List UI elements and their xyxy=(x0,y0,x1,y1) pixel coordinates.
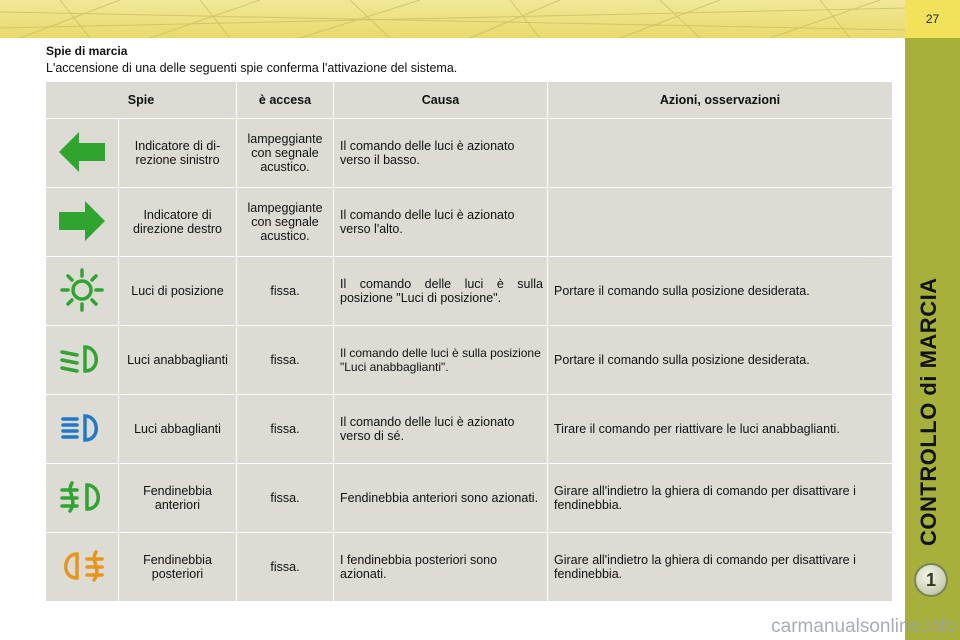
indicator-state: lampeggiante con segnale acustico. xyxy=(237,119,334,188)
indicator-name: Indicatore di di-rezione sinistro xyxy=(119,119,237,188)
header-spie: Spie xyxy=(46,82,237,119)
main-beam-icon xyxy=(59,411,105,448)
indicator-action: Portare il comando sulla posizione desiderata. xyxy=(548,326,893,395)
rear-fog-lamp-icon xyxy=(59,549,105,586)
front-fog-lamp-icon xyxy=(59,480,105,517)
indicator-state: fissa. xyxy=(237,257,334,326)
icon-cell xyxy=(46,188,119,257)
banner-decoration xyxy=(0,0,905,38)
icon-cell xyxy=(46,533,119,602)
table-row xyxy=(46,119,893,188)
indicator-name: Fendinebbia posteriori xyxy=(119,533,237,602)
indicator-action: Girare all'indietro la ghiera di comando per disattivare i fendinebbia. xyxy=(548,533,893,602)
indicator-state: fissa. xyxy=(237,395,334,464)
icon-cell xyxy=(46,326,119,395)
top-banner xyxy=(0,0,905,38)
indicator-cause: Il comando delle luci è azionato verso l'alto. xyxy=(334,188,548,257)
icon-cell xyxy=(46,395,119,464)
indicator-name: Fendinebbia anteriori xyxy=(119,464,237,533)
indicator-state: lampeggiante con segnale acustico. xyxy=(237,188,334,257)
indicator-name: Indicatore di direzione destro xyxy=(119,188,237,257)
indicator-state: fissa. xyxy=(237,326,334,395)
table-header-row xyxy=(46,82,893,119)
header-causa: Causa xyxy=(334,82,548,119)
position-lights-icon xyxy=(59,268,105,315)
chapter-title xyxy=(916,506,942,546)
table-row xyxy=(46,533,893,602)
watermark: carmanualsonline.info xyxy=(771,616,956,637)
icon-cell xyxy=(46,119,119,188)
indicator-state: fissa. xyxy=(237,464,334,533)
table-row xyxy=(46,395,893,464)
indicator-cause: Il comando delle luci è sulla posizione "Luci anabbaglianti". xyxy=(334,326,548,395)
header-accesa: è accesa xyxy=(237,82,334,119)
indicator-name: Luci abbaglianti xyxy=(119,395,237,464)
table-row xyxy=(46,188,893,257)
indicator-cause: I fendinebbia posteriori sono azionati. xyxy=(334,533,548,602)
indicator-cause: Il comando delle luci è azionato verso di sé. xyxy=(334,395,548,464)
indicator-cause: Il comando delle luci è azionato verso il basso. xyxy=(334,119,548,188)
section-title: Spie di marcia xyxy=(46,44,128,58)
indicator-action: Tirare il comando per riattivare le luci anabbaglianti. xyxy=(548,395,893,464)
indicator-action xyxy=(548,119,893,188)
indicator-table xyxy=(45,81,893,602)
indicator-name: Luci anabbaglianti xyxy=(119,326,237,395)
page-number: 27 xyxy=(925,12,940,26)
table-row xyxy=(46,326,893,395)
dipped-beam-icon xyxy=(59,342,105,379)
indicator-cause: Fendinebbia anteriori sono azionati. xyxy=(334,464,548,533)
right-turn-arrow-icon xyxy=(59,201,105,244)
table-row xyxy=(46,464,893,533)
left-turn-arrow-icon xyxy=(59,132,105,175)
chapter-badge: 1 xyxy=(914,563,948,597)
indicator-state: fissa. xyxy=(237,533,334,602)
icon-cell xyxy=(46,257,119,326)
table-row xyxy=(46,257,893,326)
icon-cell xyxy=(46,464,119,533)
indicator-cause: Il comando delle luci è sulla posizione "Luci di posizione". xyxy=(334,257,548,326)
indicator-action: Girare all'indietro la ghiera di comando per disattivare i fendinebbia. xyxy=(548,464,893,533)
indicator-action: Portare il comando sulla posizione desiderata. xyxy=(548,257,893,326)
intro-text: L'accensione di una delle seguenti spie conferma l'attivazione del sistema. xyxy=(46,61,458,75)
header-azioni: Azioni, osservazioni xyxy=(548,82,893,119)
indicator-action xyxy=(548,188,893,257)
indicator-name: Luci di posizione xyxy=(119,257,237,326)
